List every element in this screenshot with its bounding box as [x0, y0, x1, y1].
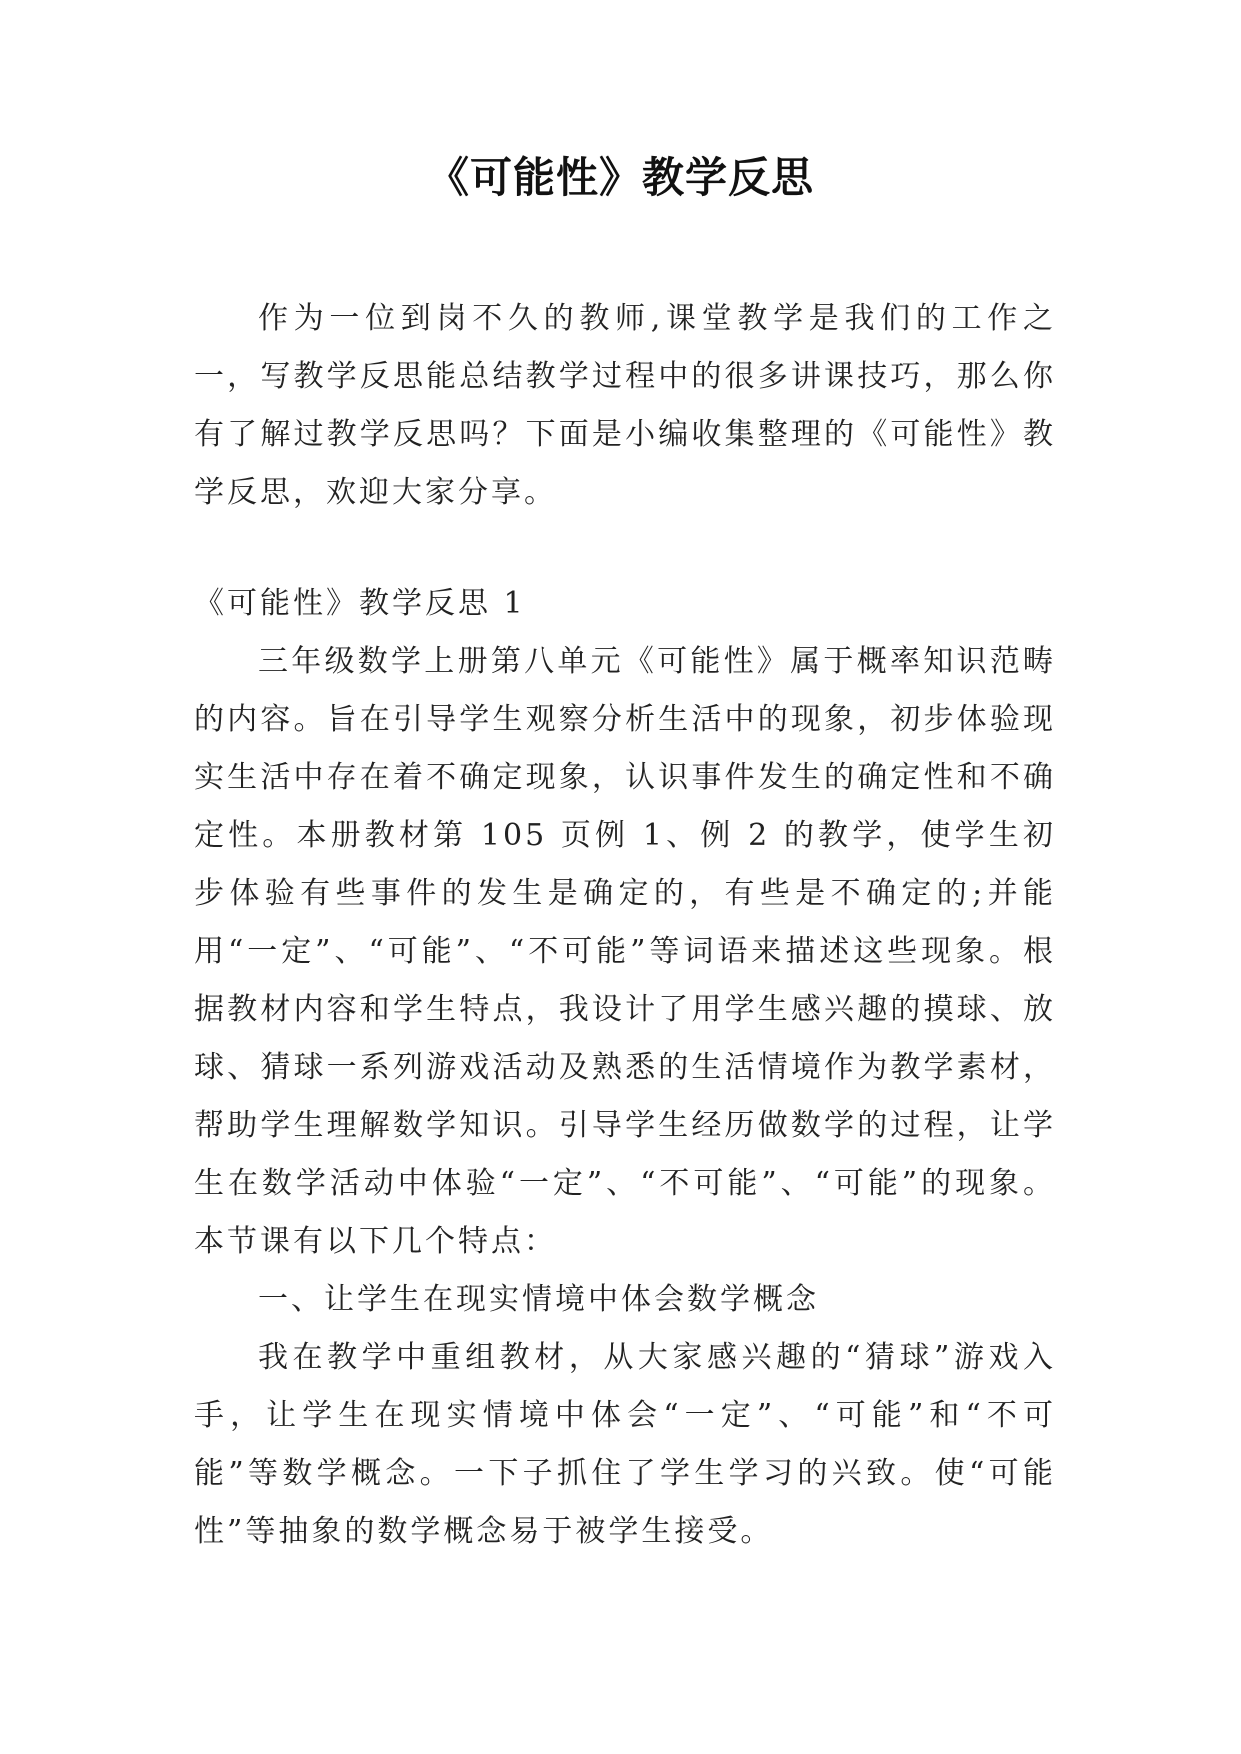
subsection-heading: 一、让学生在现实情境中体会数学概念: [258, 1282, 819, 1317]
body-paragraph: 我在教学中重组教材，从大家感兴趣的“猜球”游戏入手，让学生在现实情境中体会“一定”、“可能”和“不可能”等数学概念。一下子抓住了学生学习的兴致。使“可能性”等抽象的数学概念易于被学生接受。: [194, 1340, 1056, 1549]
body-paragraph: 三年级数学上册第八单元《可能性》属于概率知识范畴的内容。旨在引导学生观察分析生活中的现象，初步体验现实生活中存在着不确定现象，认识事件发生的确定性和不确定性。本册教材第 105 页例 1、例 2 的教学，使学生初步体验有些事件的发生是确定的，有些是不确定的;并能用“一定”、“可能”、“不可能”等词语来描述这些现象。根据教材内容和学生特点，我设计了用学生感兴趣的摸球、放球、猜球一系列游戏活动及熟悉的生活情境作为教学素材，帮助学生理解数学知识。引导学生经历做数学的过程，让学生在数学活动中体验“一定”、“不可能”、“可能”的现象。本节课有以下几个特点：: [194, 644, 1056, 1259]
intro-paragraph: 作为一位到岗不久的教师,课堂教学是我们的工作之一，写教学反思能总结教学过程中的很多讲课技巧，那么你有了解过教学反思吗？下面是小编收集整理的《可能性》教学反思，欢迎大家分享。: [194, 301, 1056, 510]
document-title: 《可能性》教学反思: [426, 153, 814, 202]
section-heading: 《可能性》教学反思 1: [194, 586, 526, 621]
